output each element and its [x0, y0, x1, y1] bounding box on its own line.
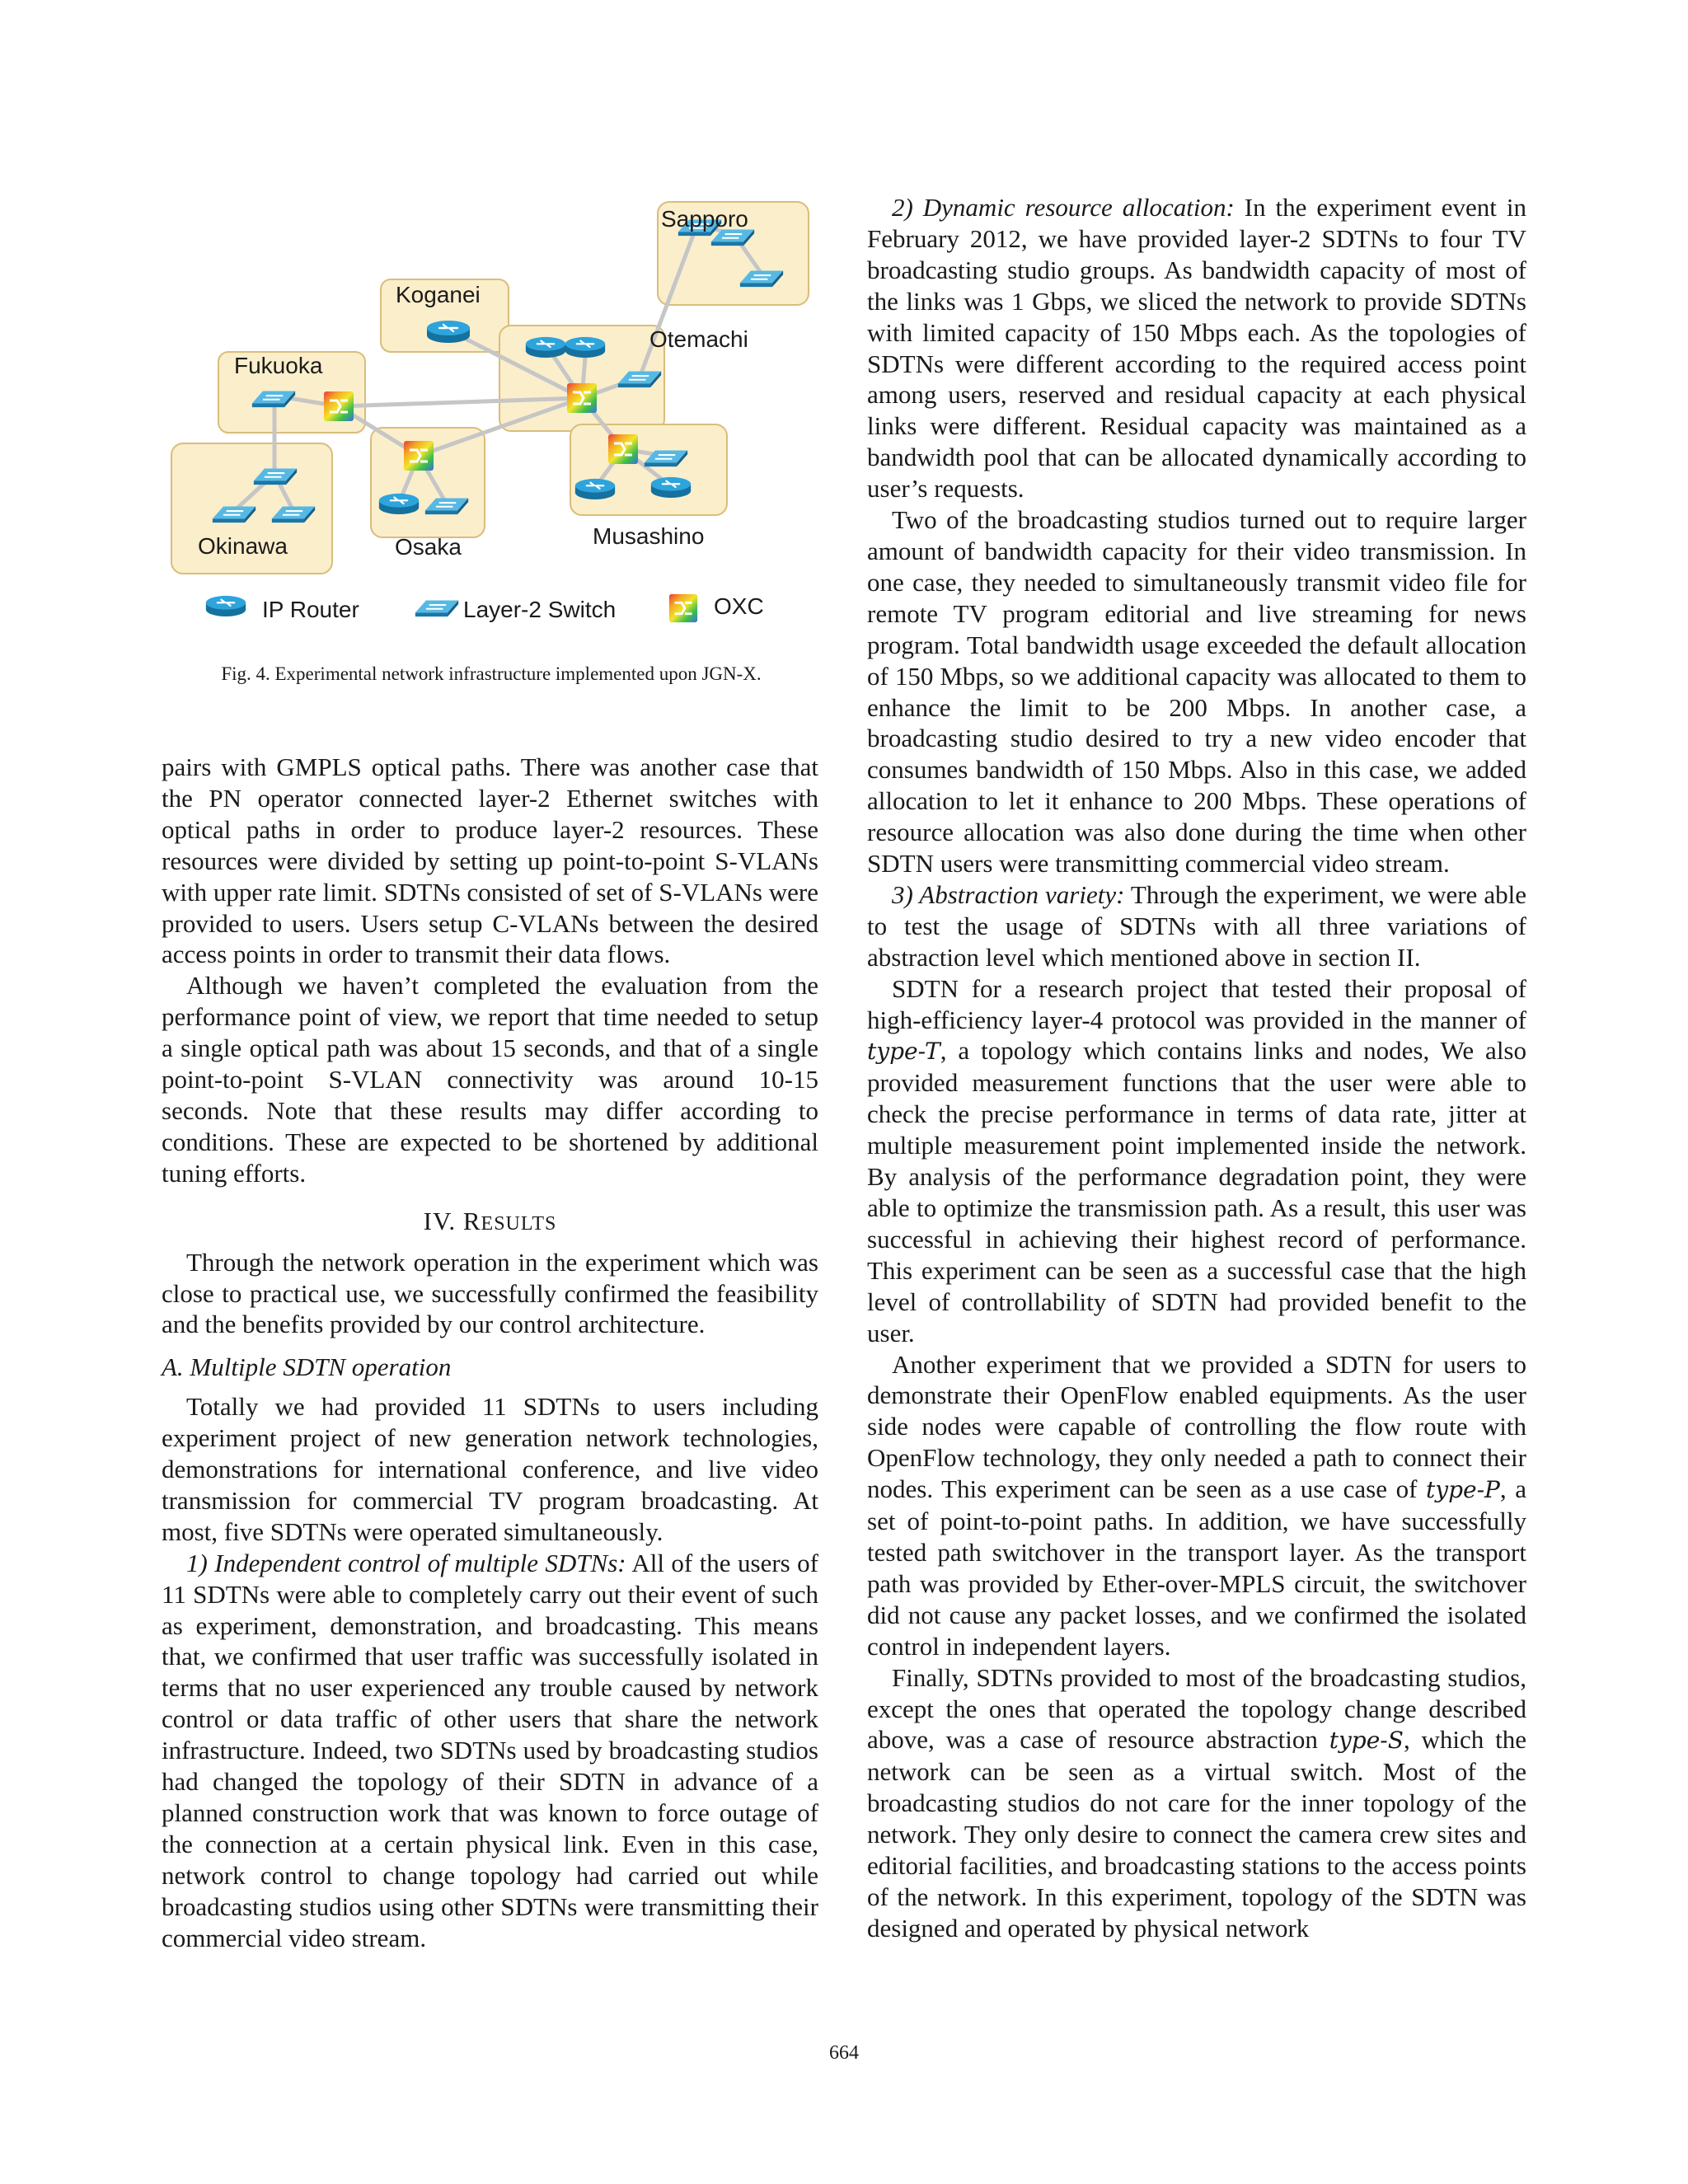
paragraph-title: 3) Abstraction variety: — [892, 879, 1125, 909]
network-figure — [162, 194, 821, 663]
legend-oxc-label: OXC — [714, 593, 764, 619]
math-term: type-S — [1329, 1727, 1404, 1755]
site-label-musashino: Musashino — [593, 523, 705, 549]
paragraph — [867, 1662, 1526, 1944]
router-icon — [206, 596, 246, 616]
math-term: type-T — [867, 1038, 940, 1066]
paragraph-title: 1) Independent control of multiple SDTNs: — [186, 1548, 626, 1577]
site-label-osaka: Osaka — [395, 534, 462, 560]
left-column — [162, 752, 818, 1954]
oxc-icon — [608, 434, 638, 464]
page-number: 664 — [829, 2042, 859, 2064]
legend-switch-label: Layer-2 Switch — [463, 597, 617, 622]
paragraph: Through the network operation in the experiment which was close to practical use, we successfully confirmed the feasibility and the benefits provided by our control architecture. — [162, 1247, 818, 1339]
paragraph-title: 2) Dynamic resource allocation: — [892, 193, 1235, 222]
router-icon — [565, 337, 605, 358]
paragraph: Totally we had provided 11 SDTNs to users including experiment project of new generation network technologies, demonstrations for international conference, and live video transmission for commercial TV program broadcasting. At most, five SDTNs were operated simultaneously. — [162, 1392, 818, 1546]
router-icon — [575, 479, 615, 499]
paragraph: pairs with GMPLS optical paths. There was another case that the PN operator connected layer-2 Ethernet switches with optical paths in order to produce layer-2 resources. These resources were divided by setting up point-to-point S-VLANs with upper rate limit. SDTNs consisted of set of S-VLANs were provided to users. Users setup C-VLANs between the desired access points in order to transmit their data flows. — [162, 752, 818, 969]
paragraph — [162, 1548, 818, 1954]
paragraph: Although we haven’t completed the evaluation from the performance point of view, we report that time needed to setup a single optical path was about 15 seconds, and that of a single point-to-point S-VLAN connectivity was around 10-15 seconds. Note that these results may differ according to conditions. These are expected to be shortened by additional tuning efforts. — [162, 971, 818, 1188]
legend-router-label: IP Router — [262, 597, 359, 622]
figure-caption: Fig. 4. Experimental network infrastructure implemented upon JGN-X. — [221, 663, 762, 684]
oxc-icon — [404, 441, 434, 471]
right-column — [867, 192, 1526, 1944]
router-icon — [427, 321, 470, 343]
paragraph-text: Another experiment that we provided a SDTN for users to demonstrate their OpenFlow enabled equipments. As the user side nodes were capable of controlling the flow route with OpenFlow technology, they only needed a path to connect their nodes. This experiment can be seen as a use case of — [867, 1349, 1526, 1504]
paragraph-text: SDTN for a research project that tested their proposal of high-efficiency layer-4 protocol was provided in the manner of — [867, 973, 1526, 1034]
subsection-heading: A. Multiple SDTN operation — [162, 1352, 452, 1382]
math-term: type-P — [1426, 1476, 1500, 1504]
site-label-fukuoka: Fukuoka — [234, 353, 323, 378]
paragraph — [867, 879, 1526, 973]
section-heading — [162, 1206, 818, 1240]
switch-icon — [415, 600, 458, 616]
site-label-sapporo: Sapporo — [661, 206, 748, 232]
paragraph — [867, 1349, 1526, 1662]
site-label-koganei: Koganei — [396, 282, 481, 307]
section-heading-num: IV. R — [423, 1206, 481, 1235]
oxc-icon — [324, 391, 354, 421]
router-icon — [379, 494, 419, 514]
paragraph — [867, 973, 1526, 1349]
oxc-icon — [567, 383, 597, 413]
paragraph-text: , a topology which contains links and nodes, We also provided measurement functions that the user were able to check the precise performance in terms of data rate, jitter at multiple measurement point implemented inside the network. By analysis of the performance degradation point, they were able to optimize the transmission path. As a result, this user was successful in achieving their highest record of performance. This experiment can be seen as a successful case that the high level of controllability of SDTN had provided benefit to the user. — [867, 1036, 1526, 1347]
router-icon — [651, 477, 691, 498]
paragraph — [867, 192, 1526, 504]
paragraph-body: Through the experiment, we were able to test the usage of SDTNs with all three variations of abstraction level which mentioned above in section II. — [867, 879, 1526, 972]
paragraph-text: , a set of point-to-point paths. In addition, we have successfully tested path switchover in the transport layer. As the transport path was provided by Ether-over-MPLS circuit, the switchover did not cause any packet losses, and we confirmed the isolated control in independent layers. — [867, 1474, 1526, 1661]
paragraph: Two of the broadcasting studios turned out to require larger amount of bandwidth capacity for their video transmission. In one case, they needed to simultaneously transmit video file for remote TV program editorial and live streaming for news program. Total bandwidth usage exceeded the default allocation of 150 Mbps, so we additional capacity was allocated to them to enhance the limit to be 200 Mbps. In another case, a broadcasting studio desired to try a new video encoder that consumes bandwidth of 150 Mbps. Also in this case, we added allocation to let it enhance to 200 Mbps. These operations of resource allocation was also done during the time when other SDTN users were transmitting commercial video stream. — [867, 505, 1526, 879]
figure-legend — [206, 593, 764, 622]
paragraph-text: Finally, SDTNs provided to most of the broadcasting studios, except the ones that operated the topology change described above, was a case of resource abstraction — [867, 1662, 1526, 1755]
site-label-okinawa: Okinawa — [198, 533, 288, 559]
oxc-icon — [669, 594, 697, 622]
paragraph-text: , which the network can be seen as a virtual switch. Most of the broadcasting studios do not care for the inner topology of the network. They only desire to connect the camera crew sites and editorial facilities, and broadcasting stations to the access points of the network. In this experiment, topology of the SDTN was designed and operated by physical network — [867, 1725, 1526, 1943]
paragraph-body: All of the users of 11 SDTNs were able to completely carry out their event of such as experiment, demonstration, and broadcasting. This means that, we confirmed that user traffic was successfully isolated in terms that no user experienced any trouble caused by network control or data traffic of other users that share the network infrastructure. Indeed, two SDTNs used by broadcasting studios had changed the topology of their SDTN in advance of a planned construction work that was known to force outage of the connection at a certain physical link. Even in this case, network control to change topology had carried out while broadcasting studios using other SDTNs were transmitting their commercial video stream. — [162, 1548, 818, 1952]
section-heading-rest: ESULTS — [481, 1212, 557, 1235]
router-icon — [526, 337, 565, 358]
paragraph-body: In the experiment event in February 2012, we have provided layer-2 SDTNs to four TV broadcasting studio groups. As bandwidth capacity of most of the links was 1 Gbps, we sliced the network to provide SDTNs with limited capacity of 150 Mbps each. As the topologies of SDTNs were different according to the required access point among users, reserved and residual capacity at each physical links were different. Residual capacity was maintained as a bandwidth pool that can be allocated dynamically according to user’s requests. — [867, 193, 1526, 504]
site-label-otemachi: Otemachi — [649, 326, 748, 352]
